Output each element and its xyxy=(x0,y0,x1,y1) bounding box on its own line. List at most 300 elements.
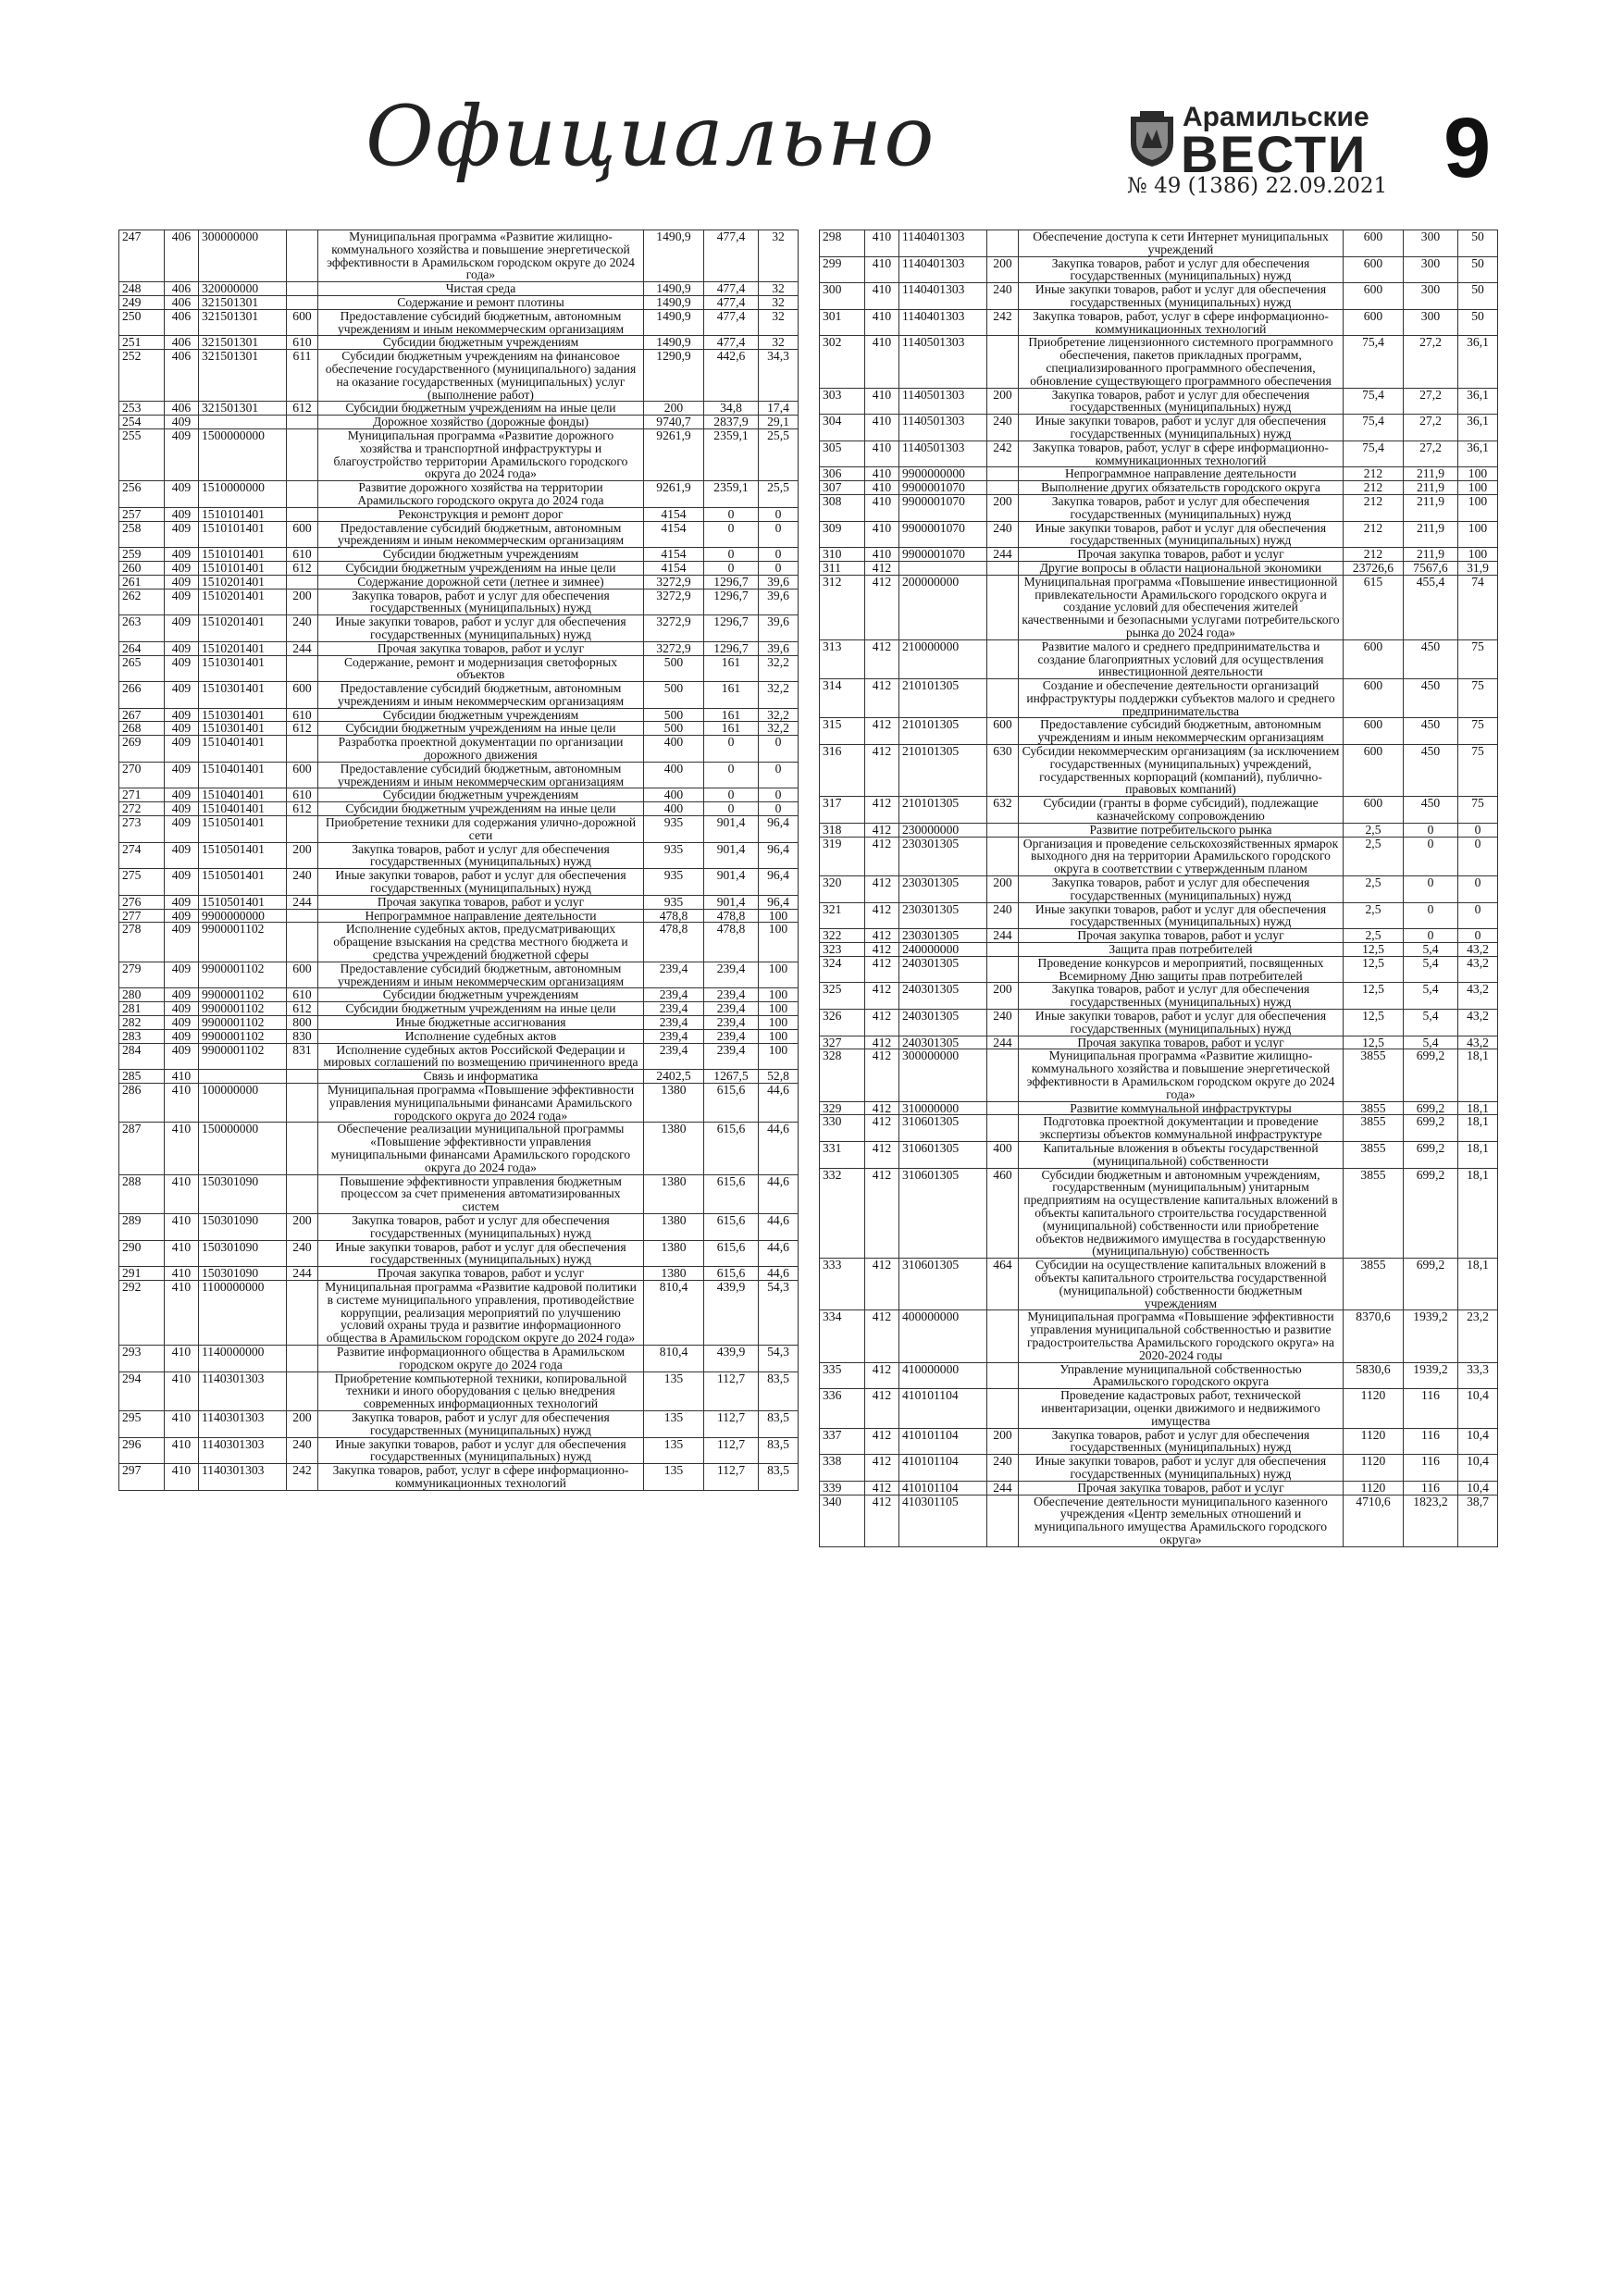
expense-type xyxy=(987,679,1019,718)
section-code: 409 xyxy=(165,548,199,562)
expense-type xyxy=(987,1362,1019,1389)
item-name: Содержание и ремонт плотины xyxy=(318,295,644,309)
target-code: 300000000 xyxy=(899,1049,987,1101)
executed-amount: 211,9 xyxy=(1404,481,1458,495)
row-number: 299 xyxy=(820,256,865,283)
plan-amount: 135 xyxy=(644,1371,704,1410)
table-row xyxy=(820,494,1498,521)
section-code: 412 xyxy=(865,956,899,983)
table-row xyxy=(820,1428,1498,1455)
row-number: 296 xyxy=(119,1437,165,1464)
table-row xyxy=(119,923,799,962)
table-row xyxy=(820,1259,1498,1310)
executed-amount: 300 xyxy=(1404,283,1458,310)
row-number: 315 xyxy=(820,718,865,745)
target-code: 1510101401 xyxy=(199,521,287,548)
percent-executed: 44,6 xyxy=(759,1174,799,1213)
item-name: Иные закупки товаров, работ и услуг для обеспечения государственных (муниципальных) нужд xyxy=(318,615,644,642)
section-code: 410 xyxy=(165,1084,199,1123)
table-row xyxy=(820,876,1498,903)
plan-amount: 1490,9 xyxy=(644,230,704,282)
expense-type: 244 xyxy=(987,548,1019,562)
section-code: 412 xyxy=(865,1495,899,1546)
row-number: 256 xyxy=(119,481,165,508)
table-row xyxy=(820,983,1498,1010)
row-number: 301 xyxy=(820,309,865,336)
percent-executed: 0 xyxy=(759,736,799,763)
target-code: 1510301401 xyxy=(199,708,287,722)
executed-amount: 161 xyxy=(704,722,759,736)
target-code: 1140401303 xyxy=(899,230,987,257)
expense-type: 244 xyxy=(287,1267,318,1281)
section-code: 409 xyxy=(165,615,199,642)
section-code: 412 xyxy=(865,1049,899,1101)
target-code: 210101305 xyxy=(899,679,987,718)
plan-amount: 1490,9 xyxy=(644,282,704,296)
percent-executed: 44,6 xyxy=(759,1267,799,1281)
row-number: 305 xyxy=(820,441,865,467)
percent-executed: 50 xyxy=(1458,309,1498,336)
item-name: Проведение кадастровых работ, технической инвентаризации, оценки движимого и недвижимого имущества xyxy=(1019,1389,1344,1428)
plan-amount: 212 xyxy=(1344,548,1404,562)
percent-executed: 100 xyxy=(1458,521,1498,548)
target-code: 240301305 xyxy=(899,1036,987,1049)
executed-amount: 300 xyxy=(1404,256,1458,283)
section-code: 409 xyxy=(165,722,199,736)
item-name: Предоставление субсидий бюджетным, автономным учреждениям и иным некоммерческим организациям xyxy=(318,521,644,548)
plan-amount: 9740,7 xyxy=(644,416,704,429)
item-name: Иные закупки товаров, работ и услуг для обеспечения государственных (муниципальных) нужд xyxy=(318,1240,644,1267)
table-row xyxy=(119,336,799,350)
plan-amount: 500 xyxy=(644,655,704,682)
row-number: 252 xyxy=(119,350,165,402)
item-name: Разработка проектной документации по организации дорожного движения xyxy=(318,736,644,763)
plan-amount: 478,8 xyxy=(644,923,704,962)
item-name: Защита прав потребителей xyxy=(1019,943,1344,957)
plan-amount: 935 xyxy=(644,816,704,843)
target-code: 1510101401 xyxy=(199,507,287,521)
section-code: 410 xyxy=(165,1070,199,1084)
target-code: 240000000 xyxy=(899,943,987,957)
item-name: Субсидии некоммерческим организациям (за исключением государственных (муниципальных) учреждений, государственных корпораций (компаний), публично-правовых компаний) xyxy=(1019,745,1344,797)
executed-amount: 239,4 xyxy=(704,962,759,988)
row-number: 314 xyxy=(820,679,865,718)
plan-amount: 2,5 xyxy=(1344,902,1404,929)
expense-type: 630 xyxy=(987,745,1019,797)
percent-executed: 83,5 xyxy=(759,1410,799,1437)
section-code: 410 xyxy=(165,1213,199,1240)
row-number: 303 xyxy=(820,388,865,415)
executed-amount: 2359,1 xyxy=(704,481,759,508)
table-row xyxy=(119,481,799,508)
section-code: 412 xyxy=(865,1010,899,1036)
crest-icon xyxy=(1127,111,1177,168)
percent-executed: 39,6 xyxy=(759,615,799,642)
target-code: 9900001070 xyxy=(899,548,987,562)
table-row xyxy=(820,441,1498,467)
table-row xyxy=(820,797,1498,824)
executed-amount: 615,6 xyxy=(704,1267,759,1281)
percent-executed: 54,3 xyxy=(759,1280,799,1345)
item-name: Субсидии бюджетным и автономным учреждениям, государственным (муниципальным) унитарным предприятиям на осуществление капитальных вложений в объекты капитального строительства государственной (муниципальной) собственности или приобретение объектов недвижимого имущества в государственную (муниципальную) собственность xyxy=(1019,1168,1344,1259)
target-code: 1510501401 xyxy=(199,816,287,843)
percent-executed: 36,1 xyxy=(1458,388,1498,415)
executed-amount: 161 xyxy=(704,708,759,722)
executed-amount: 450 xyxy=(1404,639,1458,678)
executed-amount: 901,4 xyxy=(704,816,759,843)
plan-amount: 1380 xyxy=(644,1123,704,1174)
percent-executed: 83,5 xyxy=(759,1437,799,1464)
executed-amount: 0 xyxy=(704,762,759,788)
plan-amount: 1490,9 xyxy=(644,295,704,309)
plan-amount: 935 xyxy=(644,895,704,909)
target-code: 9900001102 xyxy=(199,988,287,1002)
expense-type: 200 xyxy=(987,388,1019,415)
expense-type: 464 xyxy=(987,1259,1019,1310)
executed-amount: 116 xyxy=(1404,1455,1458,1482)
target-code: 1510301401 xyxy=(199,682,287,709)
percent-executed: 44,6 xyxy=(759,1123,799,1174)
item-name: Субсидии на осуществление капитальных вложений в объекты капитального строительства государственной (муниципальной) собственности бюджетным учреждениям xyxy=(1019,1259,1344,1310)
row-number: 251 xyxy=(119,336,165,350)
target-code: 1510401401 xyxy=(199,802,287,816)
row-number: 323 xyxy=(820,943,865,957)
section-code: 406 xyxy=(165,230,199,282)
expense-type: 240 xyxy=(987,1455,1019,1482)
executed-amount: 112,7 xyxy=(704,1371,759,1410)
section-code: 410 xyxy=(865,521,899,548)
expense-type: 610 xyxy=(287,336,318,350)
expense-type xyxy=(987,943,1019,957)
plan-amount: 212 xyxy=(1344,494,1404,521)
percent-executed: 0 xyxy=(759,561,799,575)
plan-amount: 600 xyxy=(1344,639,1404,678)
item-name: Муниципальная программа «Развитие жилищно-коммунального хозяйства и повышение энергетической эффективности в Арамильском городском округе до 2024 года» xyxy=(318,230,644,282)
plan-amount: 600 xyxy=(1344,283,1404,310)
executed-amount: 27,2 xyxy=(1404,415,1458,441)
expense-type: 612 xyxy=(287,1002,318,1016)
executed-amount: 211,9 xyxy=(1404,521,1458,548)
item-name: Субсидии бюджетным учреждениям на финансовое обеспечение государственного (муниципального) задания на оказание государственных (муниципальных) услуг (выполнение работ) xyxy=(318,350,644,402)
item-name: Субсидии бюджетным учреждениям на иные цели xyxy=(318,561,644,575)
target-code: 1510301401 xyxy=(199,722,287,736)
percent-executed: 32 xyxy=(759,336,799,350)
item-name: Предоставление субсидий бюджетным, автономным учреждениям и иным некоммерческим организациям xyxy=(318,962,644,988)
section-code: 410 xyxy=(165,1371,199,1410)
percent-executed: 10,4 xyxy=(1458,1481,1498,1495)
executed-amount: 1939,2 xyxy=(1404,1310,1458,1362)
row-number: 258 xyxy=(119,521,165,548)
row-number: 261 xyxy=(119,575,165,589)
section-code: 409 xyxy=(165,762,199,788)
table-row xyxy=(820,521,1498,548)
expense-type xyxy=(987,561,1019,575)
executed-amount: 450 xyxy=(1404,745,1458,797)
section-code: 409 xyxy=(165,655,199,682)
section-code: 410 xyxy=(165,1410,199,1437)
percent-executed: 0 xyxy=(759,802,799,816)
row-number: 259 xyxy=(119,548,165,562)
plan-amount: 3855 xyxy=(1344,1141,1404,1168)
expense-type xyxy=(987,336,1019,388)
row-number: 321 xyxy=(820,902,865,929)
executed-amount: 450 xyxy=(1404,797,1458,824)
table-row xyxy=(820,1455,1498,1482)
row-number: 317 xyxy=(820,797,865,824)
executed-amount: 439,9 xyxy=(704,1345,759,1371)
plan-amount: 135 xyxy=(644,1464,704,1491)
row-number: 270 xyxy=(119,762,165,788)
target-code: 9900001070 xyxy=(899,481,987,495)
target-code: 310601305 xyxy=(899,1259,987,1310)
expense-type: 830 xyxy=(287,1029,318,1043)
item-name: Закупка товаров, работ и услуг для обеспечения государственных (муниципальных) нужд xyxy=(1019,256,1344,283)
percent-executed: 18,1 xyxy=(1458,1115,1498,1142)
table-row xyxy=(820,561,1498,575)
item-name: Прочая закупка товаров, работ и услуг xyxy=(318,641,644,655)
expense-type: 240 xyxy=(987,415,1019,441)
section-code: 410 xyxy=(165,1437,199,1464)
percent-executed: 0 xyxy=(759,521,799,548)
plan-amount: 1380 xyxy=(644,1174,704,1213)
percent-executed: 100 xyxy=(1458,467,1498,481)
target-code xyxy=(199,416,287,429)
target-code: 1140501303 xyxy=(899,388,987,415)
target-code: 321501301 xyxy=(199,309,287,336)
table-row xyxy=(820,823,1498,837)
target-code: 1510501401 xyxy=(199,869,287,896)
expense-type: 240 xyxy=(287,1240,318,1267)
target-code: 9900000000 xyxy=(199,909,287,923)
table-row xyxy=(820,718,1498,745)
row-number: 250 xyxy=(119,309,165,336)
plan-amount: 9261,9 xyxy=(644,481,704,508)
item-name: Приобретение лицензионного системного программного обеспечения, пакетов прикладных программ, специализированного программного обеспечения, обновление существующего программного обеспечения xyxy=(1019,336,1344,388)
item-name: Прочая закупка товаров, работ и услуг xyxy=(1019,929,1344,943)
row-number: 289 xyxy=(119,1213,165,1240)
executed-amount: 615,6 xyxy=(704,1240,759,1267)
row-number: 311 xyxy=(820,561,865,575)
item-name: Субсидии бюджетным учреждениям на иные цели xyxy=(318,402,644,416)
target-code: 9900001102 xyxy=(199,1016,287,1030)
section-code: 409 xyxy=(165,1043,199,1070)
percent-executed: 33,3 xyxy=(1458,1362,1498,1389)
item-name: Субсидии бюджетным учреждениям xyxy=(318,788,644,802)
executed-amount: 7567,6 xyxy=(1404,561,1458,575)
row-number: 293 xyxy=(119,1345,165,1371)
percent-executed: 75 xyxy=(1458,679,1498,718)
percent-executed: 0 xyxy=(1458,902,1498,929)
plan-amount: 400 xyxy=(644,762,704,788)
section-code: 412 xyxy=(865,823,899,837)
percent-executed: 100 xyxy=(759,909,799,923)
section-code: 410 xyxy=(865,494,899,521)
row-number: 285 xyxy=(119,1070,165,1084)
item-name: Прочая закупка товаров, работ и услуг xyxy=(1019,1481,1344,1495)
target-code: 410101104 xyxy=(899,1455,987,1482)
expense-type: 600 xyxy=(287,682,318,709)
plan-amount: 1380 xyxy=(644,1267,704,1281)
plan-amount: 4154 xyxy=(644,507,704,521)
plan-amount: 600 xyxy=(1344,256,1404,283)
executed-amount: 699,2 xyxy=(1404,1141,1458,1168)
section-code: 412 xyxy=(865,679,899,718)
row-number: 283 xyxy=(119,1029,165,1043)
row-number: 309 xyxy=(820,521,865,548)
table-row xyxy=(820,1101,1498,1115)
percent-executed: 10,4 xyxy=(1458,1389,1498,1428)
section-code: 412 xyxy=(865,745,899,797)
plan-amount: 12,5 xyxy=(1344,1010,1404,1036)
percent-executed: 10,4 xyxy=(1458,1455,1498,1482)
section-code: 410 xyxy=(165,1345,199,1371)
row-number: 307 xyxy=(820,481,865,495)
section-code: 406 xyxy=(165,350,199,402)
table-row xyxy=(119,575,799,589)
page-header xyxy=(0,0,1623,213)
item-name: Закупка товаров, работ, услуг в сфере информационно-коммуникационных технологий xyxy=(318,1464,644,1491)
plan-amount: 1380 xyxy=(644,1084,704,1123)
executed-amount: 211,9 xyxy=(1404,467,1458,481)
section-code: 412 xyxy=(865,1141,899,1168)
target-code: 150301090 xyxy=(199,1174,287,1213)
issue-info: № 49 (1386) 22.09.2021 xyxy=(1127,174,1388,198)
plan-amount: 1120 xyxy=(1344,1428,1404,1455)
expense-type xyxy=(987,1101,1019,1115)
row-number: 338 xyxy=(820,1455,865,1482)
plan-amount: 12,5 xyxy=(1344,1036,1404,1049)
item-name: Прочая закупка товаров, работ и услуг xyxy=(1019,548,1344,562)
item-name: Дорожное хозяйство (дорожные фонды) xyxy=(318,416,644,429)
row-number: 326 xyxy=(820,1010,865,1036)
target-code: 1140301303 xyxy=(199,1464,287,1491)
plan-amount: 135 xyxy=(644,1410,704,1437)
percent-executed: 100 xyxy=(759,962,799,988)
executed-amount: 211,9 xyxy=(1404,494,1458,521)
expense-type xyxy=(987,575,1019,639)
table-row xyxy=(820,1481,1498,1495)
percent-executed: 31,9 xyxy=(1458,561,1498,575)
expense-type: 800 xyxy=(287,1016,318,1030)
target-code: 1140501303 xyxy=(899,415,987,441)
table-row xyxy=(119,641,799,655)
target-code: 1140401303 xyxy=(899,256,987,283)
item-name: Содержание, ремонт и модернизация светофорных объектов xyxy=(318,655,644,682)
item-name: Прочая закупка товаров, работ и услуг xyxy=(318,1267,644,1281)
executed-amount: 0 xyxy=(704,736,759,763)
target-code: 410301105 xyxy=(899,1495,987,1546)
executed-amount: 116 xyxy=(1404,1481,1458,1495)
row-number: 279 xyxy=(119,962,165,988)
item-name: Обеспечение реализации муниципальной программы «Повышение эффективности управления муниципальными финансами Арамильского городского округа до 2024 года» xyxy=(318,1123,644,1174)
table-row xyxy=(119,869,799,896)
target-code: 150301090 xyxy=(199,1240,287,1267)
table-row xyxy=(119,615,799,642)
item-name: Иные закупки товаров, работ и услуг для обеспечения государственных (муниципальных) нужд xyxy=(318,869,644,896)
section-code: 406 xyxy=(165,402,199,416)
percent-executed: 32,2 xyxy=(759,682,799,709)
plan-amount: 12,5 xyxy=(1344,943,1404,957)
plan-amount: 1490,9 xyxy=(644,336,704,350)
item-name: Проведение конкурсов и мероприятий, посвященных Всемирному Дню защиты прав потребителей xyxy=(1019,956,1344,983)
target-code: 1510401401 xyxy=(199,762,287,788)
table-row xyxy=(119,1016,799,1030)
item-name: Обеспечение деятельности муниципального казенного учреждения «Центр земельных отношений и муниципального имущества Арамильского городского округа» xyxy=(1019,1495,1344,1546)
plan-amount: 810,4 xyxy=(644,1280,704,1345)
expense-type xyxy=(287,1371,318,1410)
plan-amount: 600 xyxy=(1344,679,1404,718)
expense-type: 200 xyxy=(287,842,318,869)
expense-type: 200 xyxy=(287,589,318,615)
executed-amount: 477,4 xyxy=(704,309,759,336)
percent-executed: 38,7 xyxy=(1458,1495,1498,1546)
table-row xyxy=(820,256,1498,283)
row-number: 290 xyxy=(119,1240,165,1267)
table-row xyxy=(119,309,799,336)
row-number: 288 xyxy=(119,1174,165,1213)
section-code: 412 xyxy=(865,837,899,875)
expense-type xyxy=(287,736,318,763)
row-number: 324 xyxy=(820,956,865,983)
section-code: 406 xyxy=(165,309,199,336)
row-number: 269 xyxy=(119,736,165,763)
table-row xyxy=(820,1036,1498,1049)
percent-executed: 18,1 xyxy=(1458,1168,1498,1259)
row-number: 284 xyxy=(119,1043,165,1070)
row-number: 274 xyxy=(119,842,165,869)
table-row xyxy=(119,988,799,1002)
item-name: Закупка товаров, работ и услуг для обеспечения государственных (муниципальных) нужд xyxy=(1019,388,1344,415)
section-code: 409 xyxy=(165,481,199,508)
executed-amount: 116 xyxy=(1404,1389,1458,1428)
target-code: 210101305 xyxy=(899,797,987,824)
executed-amount: 0 xyxy=(704,548,759,562)
table-row xyxy=(119,816,799,843)
percent-executed: 0 xyxy=(759,548,799,562)
percent-executed: 44,6 xyxy=(759,1213,799,1240)
row-number: 263 xyxy=(119,615,165,642)
executed-amount: 5,4 xyxy=(1404,956,1458,983)
table-row xyxy=(820,902,1498,929)
item-name: Исполнение судебных актов, предусматривающих обращение взыскания на средства местного бюджета и средства учреждений бюджетной сферы xyxy=(318,923,644,962)
section-code: 412 xyxy=(865,718,899,745)
item-name: Повышение эффективности управления бюджетным процессом за счет применения автоматизированных систем xyxy=(318,1174,644,1213)
executed-amount: 300 xyxy=(1404,309,1458,336)
row-number: 308 xyxy=(820,494,865,521)
table-row xyxy=(119,1213,799,1240)
budget-table-left xyxy=(118,230,799,1491)
plan-amount: 935 xyxy=(644,869,704,896)
expense-type xyxy=(287,295,318,309)
plan-amount: 600 xyxy=(1344,797,1404,824)
table-row xyxy=(820,388,1498,415)
expense-type xyxy=(287,416,318,429)
section-code: 409 xyxy=(165,842,199,869)
plan-amount: 3272,9 xyxy=(644,615,704,642)
executed-amount: 239,4 xyxy=(704,1043,759,1070)
expense-type: 242 xyxy=(987,441,1019,467)
table-row xyxy=(119,802,799,816)
item-name: Прочая закупка товаров, работ и услуг xyxy=(318,895,644,909)
table-row xyxy=(820,548,1498,562)
target-code: 9900001070 xyxy=(899,521,987,548)
percent-executed: 0 xyxy=(1458,876,1498,903)
target-code: 9900001102 xyxy=(199,962,287,988)
section-code: 409 xyxy=(165,682,199,709)
table-row xyxy=(119,1410,799,1437)
target-code: 1510401401 xyxy=(199,788,287,802)
plan-amount: 200 xyxy=(644,402,704,416)
